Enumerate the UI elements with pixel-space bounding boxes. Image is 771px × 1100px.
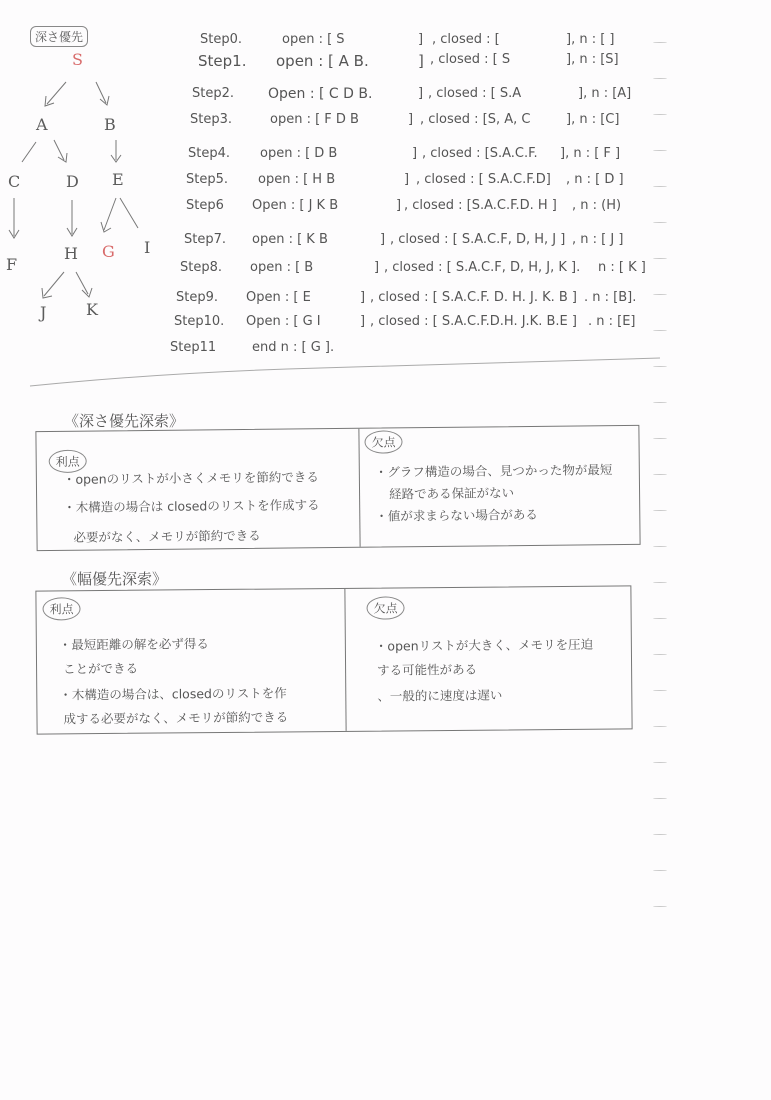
bfs-pros-line: ・木構造の場合は、closedのリストを作 xyxy=(59,685,287,703)
step-open-close: ] xyxy=(396,198,402,213)
step-open: Open : [ C D B. xyxy=(268,86,373,102)
binder-hole xyxy=(653,150,667,152)
tree-node-f: F xyxy=(6,255,18,274)
step-label: Step10. xyxy=(174,314,225,329)
binder-hole xyxy=(653,258,667,260)
step-label: Step11 xyxy=(170,340,217,355)
bfs-cons-line: ・openリストが大きく、メモリを圧迫 xyxy=(374,636,594,654)
step-open: end n : [ G ]. xyxy=(252,340,335,355)
dfs-pros-tag: 利点 xyxy=(49,450,87,473)
binder-hole xyxy=(653,762,667,764)
binder-hole xyxy=(653,618,667,620)
bfs-box xyxy=(35,585,632,734)
step-label: Step7. xyxy=(184,232,227,247)
bfs-pros-line: ・最短距離の解を必ず得る xyxy=(58,636,209,653)
step-label: Step5. xyxy=(186,172,229,187)
step-open-close: ] xyxy=(408,112,414,127)
binder-hole xyxy=(653,402,667,404)
binder-hole xyxy=(653,114,667,116)
binder-hole xyxy=(653,870,667,872)
binder-hole xyxy=(653,330,667,332)
step-open-close: ] xyxy=(412,146,418,161)
binder-hole xyxy=(653,438,667,440)
step-label: Step4. xyxy=(188,146,231,161)
tree-node-e: E xyxy=(112,170,124,189)
binder-hole xyxy=(653,186,667,188)
binder-hole xyxy=(653,474,667,476)
binder-hole xyxy=(653,834,667,836)
step-n: , n : [ J ] xyxy=(572,232,624,247)
dfs-pros-line: 必要がなく、メモリが節約できる xyxy=(73,527,261,545)
step-label: Step1. xyxy=(198,52,247,70)
bfs-divider xyxy=(344,589,346,731)
tree-node-j: J xyxy=(40,303,47,322)
dfs-cons-line: 経路である保証がない xyxy=(388,485,515,502)
dfs-title: 《深さ優先深索》 xyxy=(64,412,185,430)
step-open-close: ] xyxy=(404,172,410,187)
binder-hole xyxy=(653,582,667,584)
step-closed: , closed : [ S.A.C.F.D] xyxy=(416,172,551,187)
dfs-cons-tag: 欠点 xyxy=(364,430,402,453)
binder-hole xyxy=(653,222,667,224)
step-closed: , closed : [ S.A.C.F. D. H. J. K. B ] xyxy=(370,290,577,305)
step-label: Step6 xyxy=(186,198,224,213)
step-open: open : [ F D B xyxy=(270,112,359,127)
binder-hole xyxy=(653,654,667,656)
step-open-close: ] xyxy=(380,232,386,247)
bfs-cons-line: する可能性がある xyxy=(377,661,478,678)
bfs-pros-tag: 利点 xyxy=(42,597,80,620)
binder-hole xyxy=(653,798,667,800)
step-n: ], n : [S] xyxy=(566,52,619,67)
step-closed: , closed : [ xyxy=(432,32,500,47)
step-label: Step2. xyxy=(192,86,235,101)
step-open: open : [ D B xyxy=(260,146,338,161)
step-closed: , closed : [ S.A xyxy=(428,86,522,101)
tree-node-b: B xyxy=(104,115,116,134)
step-n: , n : [ D ] xyxy=(566,172,624,187)
tree-node-k: K xyxy=(86,300,98,319)
step-n: n : [ K ] xyxy=(598,260,646,275)
tree-node-c: C xyxy=(8,172,21,191)
tree-edges xyxy=(0,0,200,330)
step-label: Step9. xyxy=(176,290,219,305)
step-closed: , closed : [S.A.C.F.D. H ] xyxy=(404,198,557,213)
binder-hole xyxy=(653,366,667,368)
tree-node-s: S xyxy=(72,50,83,69)
step-n: ], n : [ F ] xyxy=(560,146,621,161)
step-closed: , closed : [ S.A.C.F, D, H, J ] xyxy=(390,232,566,247)
step-n: ], n : [ ] xyxy=(566,32,615,47)
tree-node-a: A xyxy=(36,115,48,134)
step-label: Step8. xyxy=(180,260,223,275)
step-open: open : [ S xyxy=(282,32,345,47)
step-open: Open : [ J K B xyxy=(252,198,339,213)
step-n: , n : (H) xyxy=(572,198,622,213)
binder-hole xyxy=(653,726,667,728)
tree-node-d: D xyxy=(66,172,79,191)
step-open: Open : [ E xyxy=(246,290,311,305)
step-closed: , closed : [ S xyxy=(430,52,511,67)
step-open: open : [ B xyxy=(250,260,314,275)
dfs-box xyxy=(35,425,640,551)
dfs-cons-line: ・値が求まらない場合がある xyxy=(375,506,538,524)
step-closed: , closed : [S, A, C xyxy=(420,112,531,127)
tree-node-i: I xyxy=(144,238,151,257)
step-open-close: ] xyxy=(360,314,366,329)
step-open-close: ] xyxy=(374,260,380,275)
dfs-cons-line: ・グラフ構造の場合、見つかった物が最短 xyxy=(374,462,613,480)
tree-node-h: H xyxy=(64,244,78,263)
binder-hole xyxy=(653,906,667,908)
bfs-cons-tag: 欠点 xyxy=(366,596,404,619)
step-n: ], n : [C] xyxy=(566,112,620,127)
dfs-pros-line: ・木構造の場合は closedのリストを作成する xyxy=(63,497,320,515)
step-n: . n : [B]. xyxy=(584,290,637,305)
step-n: ], n : [A] xyxy=(578,86,632,101)
bfs-pros-line: 成する必要がなく、メモリが節約できる xyxy=(63,709,289,727)
binder-hole xyxy=(653,78,667,80)
step-open-close: ] xyxy=(360,290,366,305)
bfs-cons-line: 、一般的に速度は遅い xyxy=(377,687,503,704)
step-open: Open : [ G I xyxy=(246,314,321,329)
step-open: open : [ A B. xyxy=(276,52,369,70)
wavy-divider xyxy=(20,350,670,390)
binder-hole xyxy=(653,510,667,512)
bfs-pros-line: ことができる xyxy=(63,660,139,677)
step-n: . n : [E] xyxy=(588,314,636,329)
dfs-pros-line: ・openのリストが小さくメモリを節約できる xyxy=(62,469,319,487)
step-open-close: ] xyxy=(418,32,424,47)
step-label: Step3. xyxy=(190,112,233,127)
tree-node-g: G xyxy=(102,242,115,261)
step-open: open : [ K B xyxy=(252,232,328,247)
step-closed: , closed : [ S.A.C.F.D.H. J.K. B.E ] xyxy=(370,314,577,329)
step-open-close: ] xyxy=(418,52,424,70)
bfs-title: 《幅優先深索》 xyxy=(62,570,168,588)
step-closed: , closed : [S.A.C.F. xyxy=(422,146,538,161)
dfs-divider xyxy=(358,429,360,547)
binder-hole xyxy=(653,42,667,44)
step-open: open : [ H B xyxy=(258,172,336,187)
binder-hole xyxy=(653,546,667,548)
binder-hole xyxy=(653,294,667,296)
step-closed: , closed : [ S.A.C.F, D, H, J, K ]. xyxy=(384,260,581,275)
binder-hole xyxy=(653,690,667,692)
tree-title-tag: 深さ優先 xyxy=(30,26,88,47)
step-open-close: ] xyxy=(418,86,424,101)
step-label: Step0. xyxy=(200,32,243,47)
